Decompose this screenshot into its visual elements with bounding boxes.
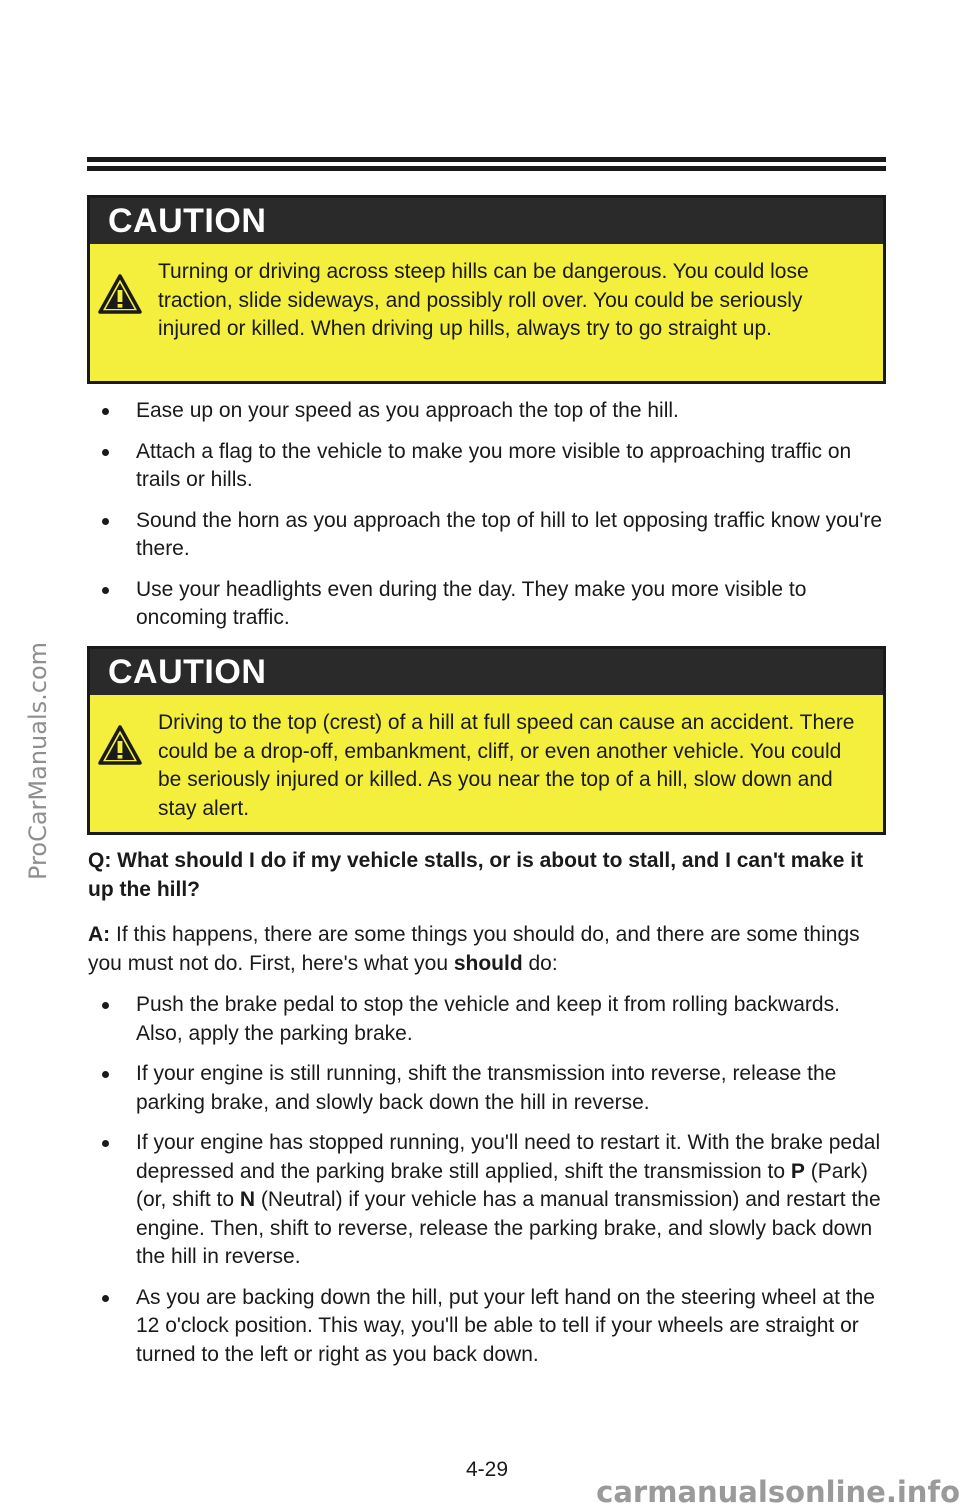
answer-paragraph: A: If this happens, there are some things you should do, and there are some things you must not do. First, here's what you should do: <box>88 923 860 975</box>
bullet-icon <box>102 1002 109 1009</box>
list-item: If your engine is still running, shift the transmission into reverse, release the parking brake, and slowly back down the hill in reverse. <box>100 1060 890 1117</box>
bottom-watermark: carmanualsonline.info <box>596 1475 960 1509</box>
caution-header: CAUTION <box>90 649 883 695</box>
park-letter: P <box>790 1159 805 1183</box>
answer-emphasis: should <box>453 951 523 975</box>
list-item: If your engine has stopped running, you'll need to restart it. With the brake pedal depressed and the parking brake still applied, shift the transmission to P (Park) (or, shift to N (Neutral) if your vehicle has a manual transmission) and restart the engine. Then, shift to reverse, release the parking brake, and slowly back down the hill in reverse. <box>100 1129 890 1272</box>
list-item: As you are backing down the hill, put your left hand on the steering wheel at the 12 o'clock position. This way, you'll be able to tell if your wheels are straight or turned to the left or right as you back down. <box>100 1284 890 1370</box>
list-item: Sound the horn as you approach the top of hill to let opposing traffic know you're there. <box>100 507 890 564</box>
neutral-letter: N <box>239 1188 256 1211</box>
bullet-icon <box>102 449 109 456</box>
list-item: Push the brake pedal to stop the vehicle and keep it from rolling backwards. Also, apply the parking brake. <box>100 991 890 1048</box>
page-number: 4-29 <box>465 1458 509 1481</box>
warning-triangle-icon <box>98 274 142 314</box>
question-heading: Q: What should I do if my vehicle stalls, or is about to stall, and I can't make it up the hill? <box>88 849 864 901</box>
caution-box-1 <box>87 195 886 384</box>
caution-text: Turning or driving across steep hills can be dangerous. You could lose traction, slide sideways, and possibly roll over. You could be seriously injured or killed. When driving up hills, always try to go straight up. <box>158 260 809 341</box>
caution-box-2 <box>87 646 886 835</box>
bullet-icon <box>102 408 109 415</box>
tips-list <box>100 397 890 645</box>
side-watermark: ProCarManuals.com <box>24 641 52 880</box>
stall-steps-list <box>100 991 890 1381</box>
bullet-icon <box>102 1140 109 1147</box>
caution-text: Driving to the top (crest) of a hill at full speed can cause an accident. There could be a drop-off, embankment, cliff, or even another vehicle. You could be seriously injured or killed. As you near the top of a hill, slow down and stay alert. <box>158 711 855 821</box>
warning-triangle-icon <box>98 725 142 765</box>
list-item: Use your headlights even during the day. They make you more visible to oncoming traffic. <box>100 576 890 633</box>
bullet-icon <box>102 587 109 594</box>
caution-header: CAUTION <box>90 198 883 244</box>
caution-body <box>90 695 883 834</box>
list-item: Attach a flag to the vehicle to make you more visible to approaching traffic on trails or hills. <box>100 438 890 495</box>
bullet-icon <box>102 1295 109 1302</box>
bullet-icon <box>102 518 109 525</box>
bullet-icon <box>102 1071 109 1078</box>
top-double-rule <box>87 157 886 171</box>
list-item: Ease up on your speed as you approach the top of the hill. <box>100 397 890 426</box>
caution-body <box>90 244 883 354</box>
answer-label: A: <box>88 923 111 946</box>
